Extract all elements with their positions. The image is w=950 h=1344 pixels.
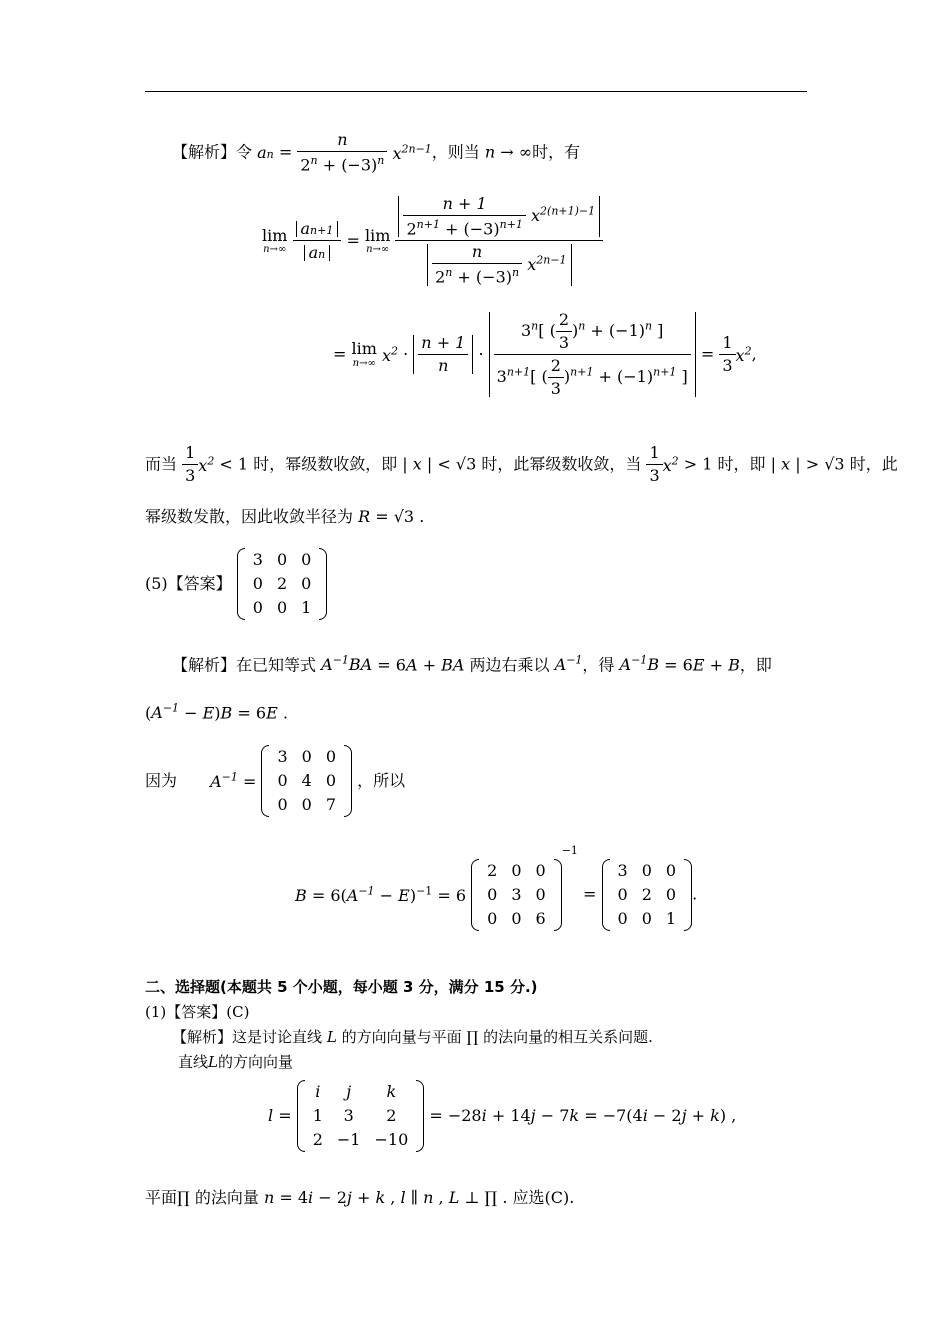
matrix-cell: 0 — [535, 884, 546, 904]
matrix-cell: 0 — [665, 860, 677, 880]
matrix-cell: 0 — [301, 795, 312, 814]
jiexi-5-line-1: 【解析】在已知等式 $A^{-1}BA = 6A$ + BA 两边右乘以 $A^{-1}$，得 $A^{-1}B = 6E + B$，即 — [172, 654, 772, 675]
matrix-cell: 0 — [301, 574, 312, 593]
matrix-cell: 7 — [325, 795, 337, 814]
matrix-cell: j — [346, 1082, 352, 1101]
q1-answer: (1)【答案】(C) — [145, 1003, 250, 1021]
matrix-cell: 3 — [617, 860, 628, 880]
matrix-cell: 0 — [277, 771, 288, 790]
convergence-line-1: 而当 $\frac{1}{3}$ $x^2 < 1$ 时，幂级数收敛，即 | x | < √3 时，此幂级数收敛，当 $\frac{1}{3}$ $x^2 > 1$ 时，即 | x | > √3 时，此 — [145, 443, 898, 485]
matrix-cell: 0 — [277, 795, 288, 814]
matrix-cell: 0 — [325, 771, 337, 790]
matrix-cell: 4 — [301, 771, 312, 790]
matrix-cell: 2 — [641, 884, 652, 904]
matrix-cell: 1 — [301, 598, 312, 617]
matrix-cell: −10 — [374, 1130, 409, 1149]
matrix-cell: −1 — [336, 1130, 361, 1149]
an-fraction: $\frac{n}{2^n + (-3)^n}$ — [297, 132, 387, 173]
matrix-cell: 0 — [276, 598, 288, 617]
limit-line-2: = lim n→∞ $x^2$ · $\frac{n + 1}{n}$ · 3$^n$[ ( $\frac{2}{3}$ )$^n + (-1)^n$ ] $3^{n+1}$[ ( $\frac{2}{3}$ )$^{n+1} + (-1)^{n+1}$ ] = $\frac{1}{3}$ $x^2$, — [333, 310, 757, 398]
direction-determinant — [297, 1080, 425, 1152]
jiexi-line-1: 【解析】令 an = $\frac{n}{2^n + (-3)^n}$ $x^{2n-1}$，则当 n → ∞时，有 — [172, 130, 581, 175]
q1-direction-label: 直线L的方向向量 — [178, 1053, 293, 1071]
matrix-cell: 0 — [617, 908, 628, 928]
matrix-cell: 1 — [312, 1106, 323, 1125]
matrix-cell: 0 — [487, 884, 498, 904]
matrix-cell: i — [315, 1082, 321, 1101]
matrix-cell: 0 — [276, 550, 288, 569]
matrix-cell: 3 — [511, 884, 522, 904]
section-2-title: 二、选择题(本题共 5 个小题，每小题 3 分，满分 15 分.) — [145, 978, 538, 996]
plane-normal-line: 平面∏ 的法向量 n = 4i − 2j + k , l ∥ n , L ⊥ ∏ . 应选(C). — [145, 1188, 575, 1207]
matrix-cell: 2 — [487, 860, 498, 880]
matrix-cell: 6 — [535, 908, 546, 928]
matrix-cell: 0 — [665, 884, 677, 904]
matrix-cell: 2 — [386, 1106, 397, 1125]
matrix-cell: 2 — [276, 574, 288, 593]
matrix-cell: 0 — [535, 860, 546, 880]
l-vector-line: l = i j k 1 3 2 2 −1 −10 = −28i + 14j − 7k = −7(4i − 2j + k) , — [268, 1080, 736, 1152]
jiexi-5-line-2: $(A^{-1} - E)B = 6E$ . — [145, 702, 288, 723]
answer-5-matrix — [237, 548, 328, 620]
matrix-cell: 0 — [301, 550, 312, 569]
a-inverse-matrix — [261, 745, 352, 817]
matrix-cell: 0 — [252, 598, 263, 617]
matrix-cell: k — [386, 1082, 397, 1101]
matrix-cell: 0 — [641, 860, 652, 880]
matrix-cell: 0 — [325, 747, 337, 766]
b-matrix-line: $B = 6(A^{-1} - E)^{-1} = 6$ 2 0 0 0 3 0 0 0 6 $^{-1}$ = 3 0 0 0 2 0 0 0 1 . — [295, 845, 697, 931]
matrix-cell: 2 — [312, 1130, 323, 1149]
matrix-cell: 0 — [301, 747, 312, 766]
matrix-cell: 0 — [511, 908, 522, 928]
since-line: 因为 $A^{-1}$ = 3 0 0 0 4 0 0 0 7 ，所以 — [145, 745, 405, 817]
answer-5: (5)【答案】 3 0 0 0 2 0 0 0 1 — [145, 548, 327, 620]
q1-jiexi: 【解析】这是讨论直线 L 的方向向量与平面 ∏ 的法向量的相互关系问题. — [172, 1028, 653, 1046]
jiexi-label: 【解析】令 — [172, 142, 253, 162]
b-matrix-2 — [602, 859, 693, 931]
b-matrix-1 — [471, 859, 562, 931]
matrix-cell: 0 — [487, 908, 498, 928]
matrix-cell: 3 — [277, 747, 288, 766]
header-rule — [145, 91, 807, 92]
matrix-cell: 1 — [665, 908, 677, 928]
matrix-cell: 3 — [343, 1106, 354, 1125]
matrix-cell: 0 — [511, 860, 522, 880]
matrix-cell: 0 — [641, 908, 652, 928]
matrix-cell: 0 — [252, 574, 263, 593]
limit-line-1: lim n→∞ $\frac{an+1}{an}$ = lim n→∞ $\frac{n + 1}{2^{n+1} + (-3)^{n+1}}$ $x^{2(n+1)-1}$ $\frac{n}{2^n + (-3)^n}$ $x^{2n-1}$ — [262, 196, 603, 286]
matrix-cell: 0 — [617, 884, 628, 904]
convergence-line-2: 幂级数发散，因此收敛半径为 R = √3 . — [145, 507, 425, 526]
matrix-cell: 3 — [252, 550, 263, 569]
